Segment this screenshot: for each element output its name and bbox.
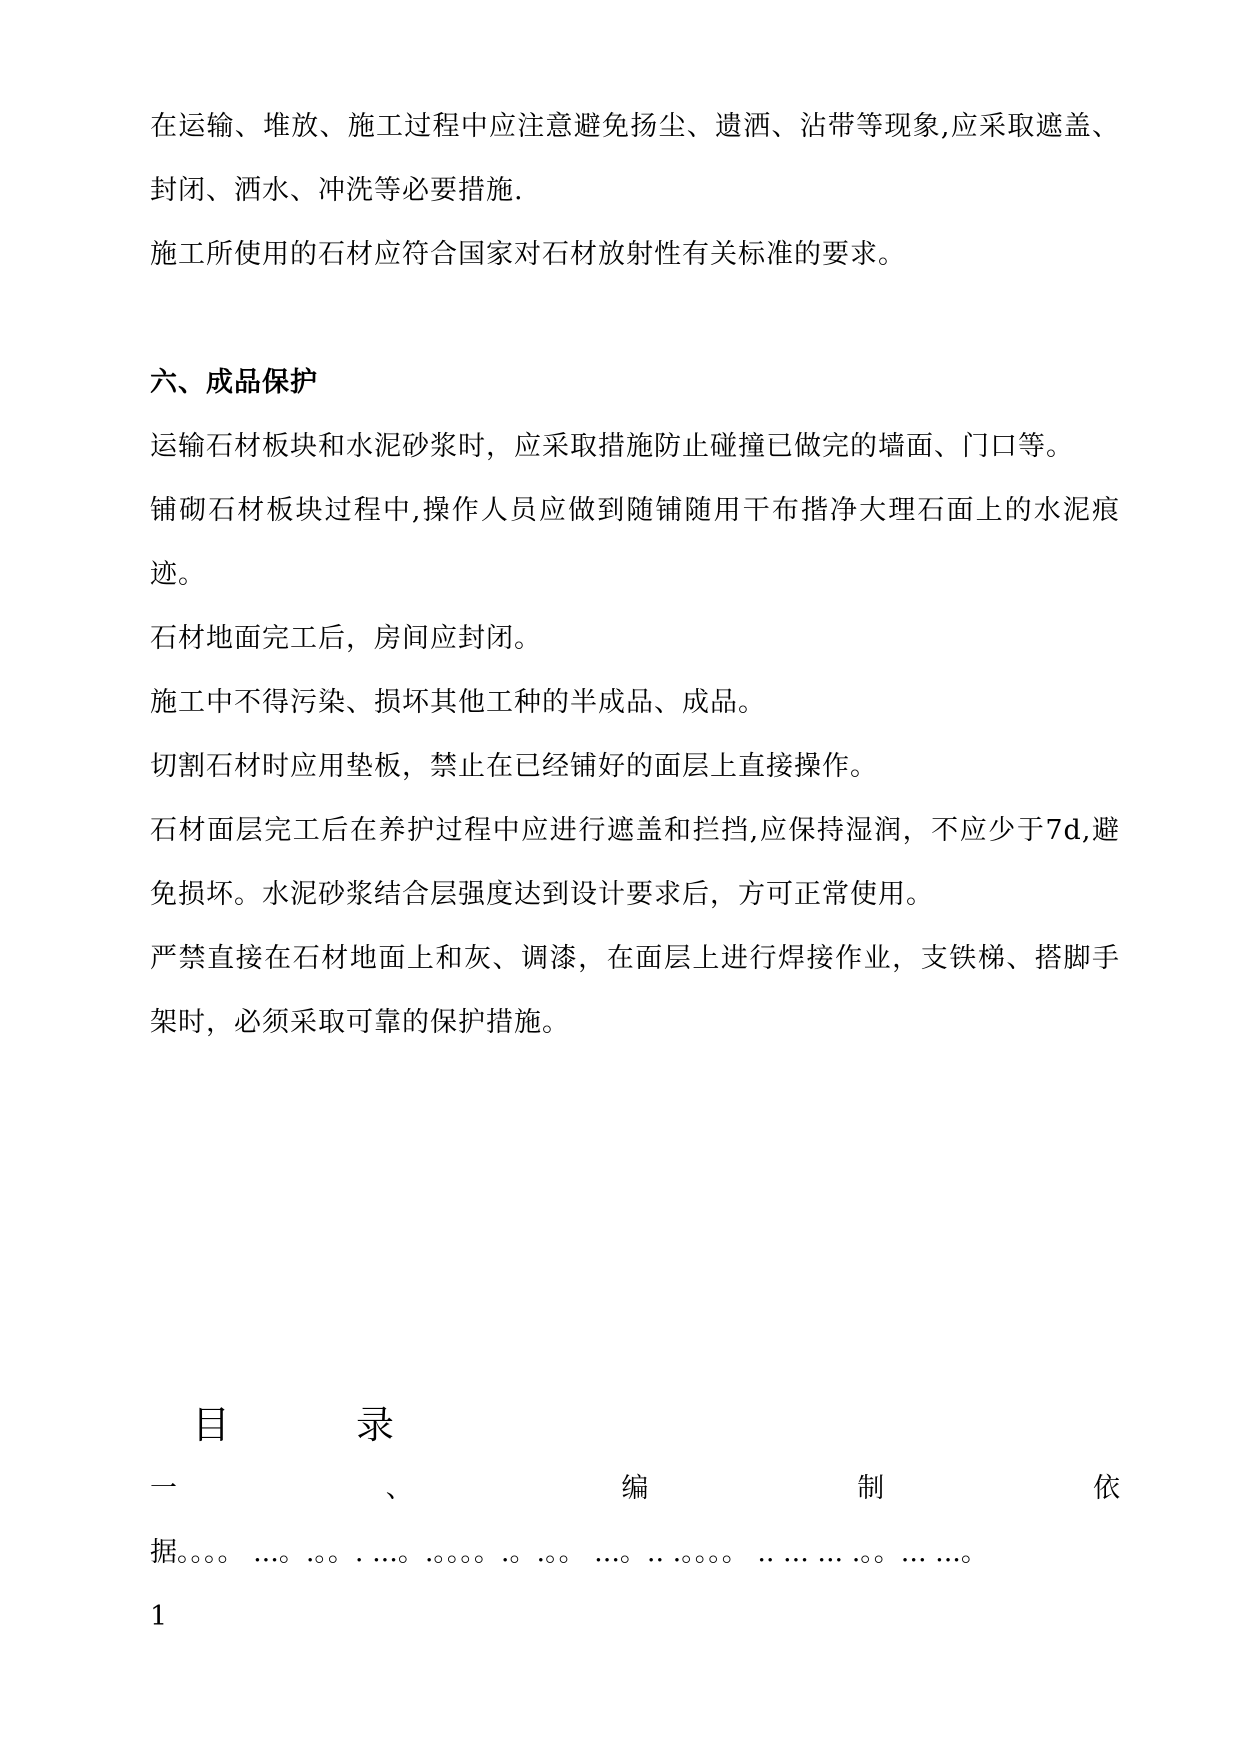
paragraph: 石材面层完工后在养护过程中应进行遮盖和拦挡,应保持湿润，不应少于7d,避免损坏。水泥砂浆结合层强度达到设计要求后，方可正常使用。 [150, 815, 1120, 910]
paragraph: 施工中不得污染、损坏其他工种的半成品、成品。 [150, 687, 766, 718]
document-page [150, 95, 1120, 1055]
toc-entry[interactable] [150, 1457, 1120, 1521]
toc-entry-leader: 据。。。。 ...。.。。. ...。.。。。。.。.。。 ...。.. .。。。。 .. ... ... .。。... ...。 [150, 1537, 988, 1568]
toc-title-char: 录 [356, 1403, 395, 1447]
paragraph: 切割石材时应用垫板，禁止在已经铺好的面层上直接操作。 [150, 751, 878, 782]
paragraph: 铺砌石材板块过程中,操作人员应做到随铺随用干布揩净大理石面上的水泥痕迹。 [150, 495, 1120, 590]
toc-entry-char: 、 [385, 1473, 413, 1504]
paragraph: 严禁直接在石材地面上和灰、调漆，在面层上进行焊接作业，支铁梯、搭脚手架时，必须采取可靠的保护措施。 [150, 943, 1120, 1038]
toc-entry-char: 编 [621, 1473, 649, 1504]
toc-entry-char: 一 [150, 1473, 177, 1504]
section-heading: 六、成品保护 [150, 367, 318, 398]
toc-entry-char: 制 [857, 1473, 885, 1504]
spacer [150, 287, 1120, 351]
toc-title-char: 目 [192, 1403, 231, 1447]
paragraph: 施工所使用的石材应符合国家对石材放射性有关标准的要求。 [150, 239, 906, 270]
paragraph: 运输石材板块和水泥砂浆时，应采取措施防止碰撞已做完的墙面、门口等。 [150, 431, 1074, 462]
table-of-contents [150, 1393, 1120, 1649]
toc-entry-page: 1 [150, 1601, 168, 1632]
paragraph: 石材地面完工后，房间应封闭。 [150, 623, 542, 654]
toc-entry-char: 依 [1093, 1473, 1120, 1504]
paragraph: 在运输、堆放、施工过程中应注意避免扬尘、遗洒、沾带等现象,应采取遮盖、封闭、洒水、冲洗等必要措施. [150, 111, 1120, 206]
toc-title [150, 1393, 1120, 1457]
